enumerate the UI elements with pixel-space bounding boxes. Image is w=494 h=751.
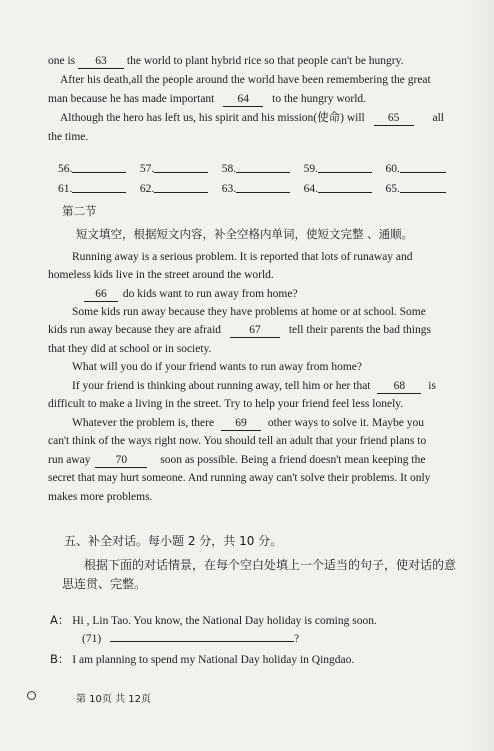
passage-line <box>48 434 446 448</box>
speaker-label: A： <box>50 613 70 627</box>
passage-line <box>72 379 446 394</box>
passage-line <box>48 268 446 282</box>
passage-line <box>72 360 446 374</box>
answer-number: 56. <box>58 163 73 175</box>
blank-70[interactable] <box>95 453 147 468</box>
passage-line <box>48 490 446 504</box>
section-instruction <box>76 227 446 241</box>
text: homeless kids live in the street around the world. <box>48 269 274 281</box>
answer-number: 63. <box>221 183 237 195</box>
text: What will you do if your friend wants to run away from home? <box>72 361 362 373</box>
text: If your friend is thinking about running away, tell him or her that <box>72 380 371 392</box>
blank-63[interactable] <box>78 54 124 69</box>
passage-line <box>72 250 446 264</box>
blank-number: 63 <box>95 55 107 67</box>
answer-number: 60. <box>385 163 400 175</box>
text: secret that may hurt someone. And running away can't solve their problems. It only <box>48 472 431 484</box>
answer-slot[interactable] <box>222 183 301 195</box>
passage-line <box>48 92 446 107</box>
blank-67[interactable] <box>230 323 280 338</box>
blank-71[interactable] <box>110 641 294 642</box>
passage-line <box>48 397 446 411</box>
blank-number: 67 <box>249 324 261 336</box>
text: run away <box>48 454 91 466</box>
text: can't think of the ways right now. You should tell an adult that your friend plans to <box>48 435 427 447</box>
passage-line <box>48 342 446 356</box>
text: is <box>428 380 436 392</box>
dialogue-blank-line <box>82 632 446 646</box>
answer-number: 59. <box>303 163 318 175</box>
text: man because he has made important <box>48 93 215 105</box>
answer-slot[interactable] <box>58 163 137 175</box>
text: the world to plant hybrid rice so that people can't be hungry. <box>126 55 404 67</box>
text: I am planning to spend my National Day holiday in Qingdao. <box>72 654 355 666</box>
passage-line <box>48 130 446 144</box>
text: that they did at school or in society. <box>48 343 212 355</box>
blank-66[interactable] <box>84 287 118 302</box>
page-number: 第 10页 共 12页 <box>76 694 151 705</box>
section-instruction <box>84 558 457 572</box>
passage-line <box>72 305 446 319</box>
text: Whatever the problem is, there <box>72 417 215 429</box>
answer-number: 61. <box>58 183 73 195</box>
text: tell their parents the bad things <box>288 324 431 336</box>
passage-line <box>48 453 446 468</box>
text: After his death,all the people around the world have been remembering the great <box>60 74 431 86</box>
passage-line <box>84 287 446 302</box>
text: Hi , Lin Tao. You know, the National Day holiday is coming soon. <box>72 615 377 627</box>
passage-line <box>72 416 446 431</box>
text: 思连贯、完整。 <box>62 577 147 591</box>
text: Although the hero has left us, his spirit and his mission(使命) will <box>60 112 365 124</box>
text: Some kids run away because they have problems at home or at school. Some <box>72 306 426 318</box>
text: one is <box>48 55 76 67</box>
text: 五、补全对话。每小题 2 分，共 10 分。 <box>64 534 283 548</box>
answer-slot[interactable] <box>386 163 465 175</box>
answer-slot[interactable] <box>304 163 383 175</box>
passage-line <box>48 323 446 338</box>
blank-number: 69 <box>235 417 247 429</box>
blank-64[interactable] <box>223 92 263 107</box>
section-instruction <box>62 577 446 591</box>
answer-number: 64. <box>303 183 318 195</box>
punch-hole-icon <box>27 691 36 700</box>
blank-65[interactable] <box>374 111 414 126</box>
text: ? <box>294 633 300 645</box>
blank-number: 65 <box>387 112 400 124</box>
blank-68[interactable] <box>377 379 421 394</box>
answer-slot[interactable] <box>140 163 219 175</box>
answer-number: 57. <box>139 163 155 175</box>
answer-slot[interactable] <box>222 163 301 175</box>
passage-line <box>48 54 446 69</box>
answer-slot[interactable] <box>58 183 137 195</box>
section-heading <box>62 204 446 218</box>
dialogue-line-a <box>50 613 448 628</box>
text: kids run away because they are afraid <box>48 324 222 336</box>
text: soon as possible. Being a friend doesn't mean keeping the <box>160 454 426 466</box>
text: 第二节 <box>62 204 97 218</box>
answer-row <box>58 183 465 195</box>
blank-number: (71) <box>82 633 102 645</box>
text: 短文填空，根据短文内容，补全空格内单词，使短文完整 、通顺。 <box>76 227 414 241</box>
text: difficult to make a living in the street. Try to help your friend feel less lonely. <box>48 398 404 410</box>
answer-slot[interactable] <box>386 183 465 195</box>
answer-row <box>58 163 465 175</box>
scan-shadow <box>464 0 494 751</box>
text: makes more problems. <box>48 491 153 503</box>
text: 根据下面的对话情景，在每个空白处填上一个适当的句子，使对话的意 <box>84 558 457 572</box>
text: other ways to solve it. Maybe you <box>267 417 425 429</box>
text: do kids want to run away from home? <box>122 288 298 300</box>
passage-line <box>60 111 446 126</box>
speaker-label: B： <box>50 652 70 666</box>
passage-line <box>48 471 446 485</box>
text: Running away is a serious problem. It is reported that lots of runaway and <box>72 251 413 263</box>
section-heading <box>64 534 446 548</box>
answer-slot[interactable] <box>304 183 383 195</box>
blank-number: 70 <box>115 454 128 466</box>
dialogue-line-b <box>50 652 446 667</box>
blank-number: 64 <box>237 93 249 105</box>
text: all <box>432 112 444 124</box>
blank-number: 68 <box>393 380 406 392</box>
blank-69[interactable] <box>221 416 261 431</box>
text: the time. <box>48 131 89 143</box>
page-footer <box>76 690 151 705</box>
answer-number: 65. <box>385 183 400 195</box>
blank-number: 66 <box>95 288 107 300</box>
answer-slot[interactable] <box>140 183 219 195</box>
answer-number: 62. <box>139 183 155 195</box>
answer-number: 58. <box>221 163 237 175</box>
text: to the hungry world. <box>272 93 367 105</box>
passage-line <box>60 73 446 87</box>
